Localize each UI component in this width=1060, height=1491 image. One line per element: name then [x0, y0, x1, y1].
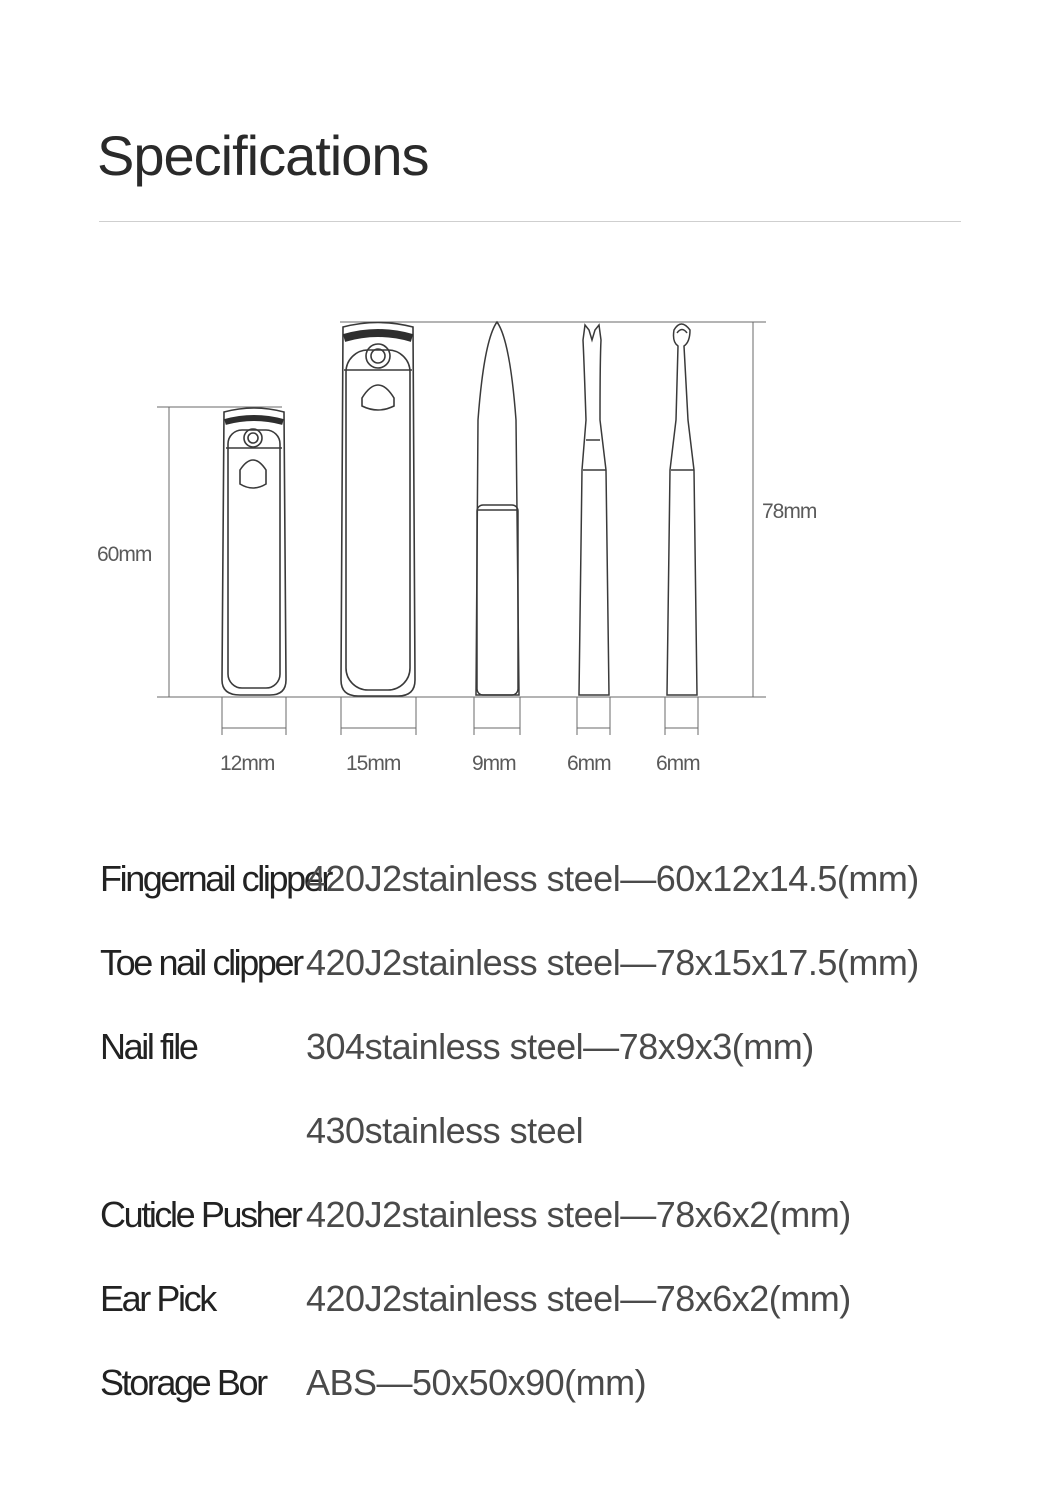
toe-nail-clipper-drawing: [341, 323, 415, 697]
spec-row-nail-file: [0, 1017, 1060, 1077]
height-label-60: 60mm: [97, 543, 152, 566]
width-label-15: 15mm: [346, 752, 401, 775]
width-label-9: 9mm: [472, 752, 516, 775]
spec-row-toe-nail-clipper: [0, 933, 1060, 993]
spec-row-storage-box: [0, 1353, 1060, 1413]
cuticle-pusher-drawing: [579, 325, 609, 695]
spec-row-cuticle-pusher: [0, 1185, 1060, 1245]
width-label-12: 12mm: [220, 752, 275, 775]
height-label-78: 78mm: [762, 500, 817, 523]
page-title: Specifications: [97, 124, 429, 187]
spec-value: 430stainless steel: [306, 1110, 584, 1151]
spec-label: Cuticle Pusher: [100, 1194, 301, 1235]
spec-label: Ear Pick: [100, 1278, 215, 1319]
spec-value: 420J2stainless steel—78x15x17.5(mm): [306, 942, 919, 983]
spec-row-nail-file-alt: [0, 1101, 1060, 1161]
width-label-6a: 6mm: [567, 752, 611, 775]
spec-row-fingernail-clipper: [0, 849, 1060, 909]
ear-pick-drawing: [667, 324, 697, 695]
nail-file-drawing: [476, 322, 519, 695]
spec-label: Fingernail clipper: [100, 858, 331, 899]
spec-value: 420J2stainless steel—60x12x14.5(mm): [306, 858, 919, 899]
spec-label: Toe nail clipper: [100, 942, 302, 983]
spec-value: 420J2stainless steel—78x6x2(mm): [306, 1194, 851, 1235]
width-label-6b: 6mm: [656, 752, 700, 775]
spec-row-ear-pick: [0, 1269, 1060, 1329]
fingernail-clipper-drawing: [222, 408, 286, 695]
spec-value: 304stainless steel—78x9x3(mm): [306, 1026, 814, 1067]
spec-label: Nail file: [100, 1026, 197, 1067]
spec-value: ABS—50x50x90(mm): [306, 1362, 647, 1403]
spec-value: 420J2stainless steel—78x6x2(mm): [306, 1278, 851, 1319]
spec-label: Storage Bor: [100, 1362, 266, 1403]
